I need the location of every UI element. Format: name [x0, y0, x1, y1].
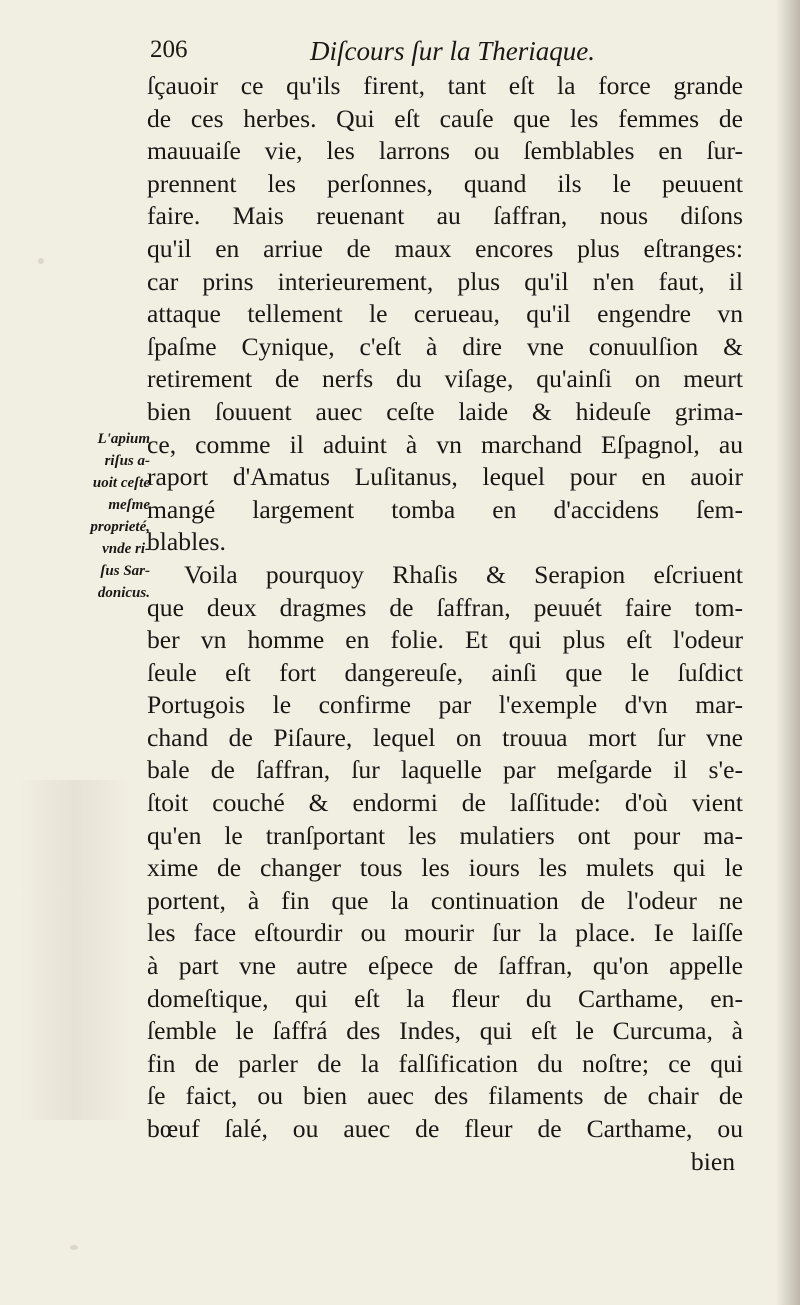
text-line: blables.: [147, 527, 226, 557]
text-line: ſpaſme Cynique, c'eſt à dire vne conuulſion &: [147, 331, 743, 361]
text-line: ſeule eſt fort dangereuſe, ainſi que le ſuſdict: [147, 657, 743, 687]
text-line: que deux dragmes de ſaffran, peuuét faire tom-: [147, 592, 743, 622]
paper-spot: [38, 258, 44, 264]
text-line: fin de parler de la falſification du noſtre; ce qui: [147, 1048, 743, 1078]
text-line: attaque tellement le cerueau, qu'il engendre vn: [147, 299, 743, 329]
text-line: faire. Mais reuenant au ſaffran, nous diſons: [147, 201, 743, 231]
text-line: ber vn homme en folie. Et qui plus eſt l'odeur: [147, 625, 743, 655]
text-line: ſemble le ſaffrá des Indes, qui eſt le Curcuma, à: [147, 1016, 743, 1046]
text-line: chand de Piſaure, lequel on trouua mort ſur vne: [147, 722, 743, 752]
margin-note-line: riſus a-: [104, 453, 150, 469]
text-line: car prins interieurement, plus qu'il n'en faut, il: [147, 266, 743, 296]
text-line: ſe faict, ou bien auec des filaments de chair de: [147, 1081, 743, 1111]
text-line: mauuaiſe vie, les larrons ou ſemblables en ſur-: [147, 136, 743, 166]
page-edge-shadow: [776, 0, 800, 1305]
catchword: bien: [690, 1146, 735, 1176]
text-line: qu'il en arriue de maux encores plus eſtranges:: [147, 233, 743, 263]
text-line: ſtoit couché & endormi de laſſitude: d'où vient: [147, 788, 743, 818]
text-line: ce, comme il aduint à vn marchand Eſpagnol, au: [147, 429, 743, 459]
text-line: les face eſtourdir ou mourir ſur la place. Ie laiſſe: [147, 918, 743, 948]
text-line: raport d'Amatus Luſitanus, lequel pour en auoir: [147, 462, 743, 492]
text-line: bœuf ſalé, ou auec de fleur de Carthame, ou: [147, 1114, 743, 1143]
body-text: [147, 70, 743, 1178]
text-line: Portugois le confirme par l'exemple d'vn mar-: [147, 690, 743, 720]
text-line: mangé largement tomba en d'accidens ſem-: [147, 494, 743, 524]
margin-note-line: vnde ri-: [102, 541, 150, 557]
margin-note-line: uoit ceſte: [92, 475, 150, 491]
text-line: domeſtique, qui eſt la fleur du Carthame, en-: [147, 983, 743, 1013]
margin-note-line: proprieté,: [90, 519, 150, 535]
running-title: Diſcours ſur la Theriaque.: [310, 36, 596, 66]
text-line: qu'en le tranſportant les mulatiers ont pour ma-: [147, 820, 743, 850]
show-through-stain: [20, 780, 130, 1120]
text-line: Voila pourquoy Rhaſis & Serapion eſcriuent: [184, 559, 743, 589]
text-line: xime de changer tous les iours les mulets qui le: [147, 853, 743, 883]
margin-note-line: meſme: [108, 497, 150, 513]
text-line: portent, à fin que la continuation de l'odeur ne: [147, 885, 743, 915]
margin-note-line: L'apium: [97, 431, 150, 447]
text-line: prennent les perſonnes, quand ils le peuuent: [147, 168, 743, 198]
paper-spot: [70, 1245, 78, 1250]
margin-note-line: donicus.: [97, 585, 150, 601]
text-line: bale de ſaffran, ſur laquelle par meſgarde il s'e-: [147, 755, 743, 785]
page-header: [150, 36, 750, 68]
text-line: retirement de nerfs du viſage, qu'ainſi on meurt: [147, 364, 743, 394]
text-line: à part vne autre eſpece de ſaffran, qu'on appelle: [147, 951, 743, 981]
page-number: 206: [150, 36, 188, 63]
margin-note-line: ſus Sar-: [100, 563, 150, 579]
text-line: bien ſouuent auec ceſte laide & hideuſe grima-: [147, 396, 743, 426]
text-line: ſçauoir ce qu'ils firent, tant eſt la force grande: [147, 71, 743, 100]
text-line: de ces herbes. Qui eſt cauſe que les femmes de: [147, 103, 743, 133]
margin-note: [38, 428, 150, 604]
